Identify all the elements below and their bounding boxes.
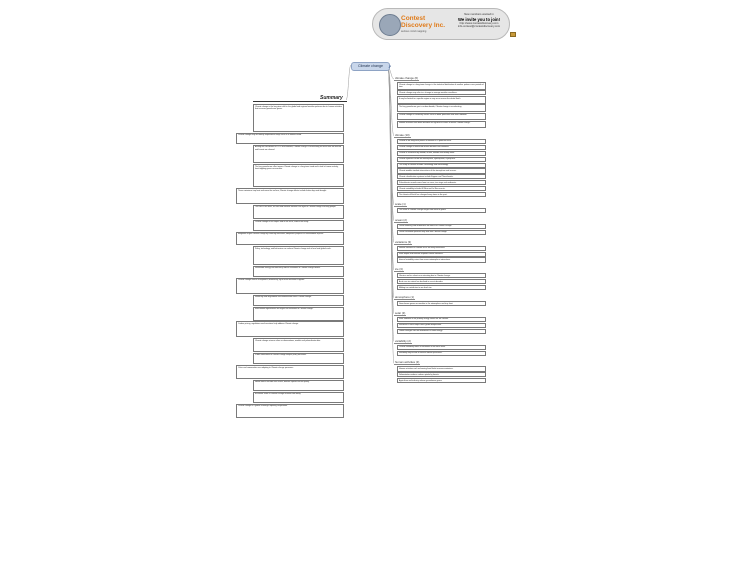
branch-note: Climate is influenced by latitude, terrain, altitude and nearby water. [397,151,486,156]
summary-note: Climate change is a global challenge requiring cooperation. [236,404,344,418]
branch-label[interactable]: variations (3) [395,239,412,244]
summary-connector [346,65,351,100]
branch-note: Climate change is a long-term change in the statistical distribution of weather patterns over periods of time. [397,82,486,90]
branch-note: Climate variability refers to variations in the mean state. [397,345,486,350]
branch-note: Climate change may refer to a change in average weather conditions. [397,90,486,95]
branch-note: Solar output and volcanic eruptions cause variations. [397,252,486,257]
link-icon[interactable]: ⇗ [388,64,392,69]
summary-note: Climate change affects ecosystems, biodiversity, agriculture and water supplies. [236,278,344,294]
summary-note: Reducing land degradation and deforestation limits Climate change. [253,295,344,306]
summary-note: Economic costs of Climate change increase with delay. [253,392,344,403]
branch-note: Ocean warming and acidification are effects of Climate change. [397,224,486,229]
branch-note: Paleoclimate records come from ice cores, tree rings and sediments. [397,180,486,185]
branch-note: Arctic sea ice extent has declined in recent decades. [397,279,486,284]
logo-info-line4: info-contest@contestdiscovery.com [457,25,501,29]
logo-tagline: serious mind mapping [401,30,427,33]
branch-note: Climate classification systems include Koppen and Thornthwaite. [397,174,486,179]
branch-label[interactable]: ocean (2) [395,217,407,222]
summary-note: Cities and communities are adapting to Climate change pressures. [236,365,344,379]
summary-note: Policy, technology, and behaviour can reduce Climate change risk at local and global scale. [253,246,344,264]
summary-note: The rise in sea level, ice melt and extreme weather are signs of Climate change reaching people. [253,205,344,219]
branch-note: Climate systems include the atmosphere, hydrosphere, cryosphere. [397,157,486,162]
branch-note: Climate models simulate interactions of the atmosphere and oceans. [397,168,486,173]
branch-note: Climate is the long-term pattern of weather in a particular area. [397,139,486,144]
logo-info-line2: We invite you to join! [457,16,501,22]
branch-note: Melting ice contributes to sea level rise. [397,285,486,290]
branch-note: The scale of Climate change ranges from local to global. [397,208,486,213]
branch-label[interactable]: variability (2) [395,338,411,343]
branch-note: Climate variability includes El Nino and La Nina events. [397,186,486,191]
branch-note: Glaciers and ice sheets are retreating due to Climate change. [397,273,486,278]
branch-note: Solar radiation is the primary energy source for the climate. [397,317,486,322]
branch-note: Climate change is caused by factors such as biotic processes and solar radiation. [397,113,486,121]
branch-note: Ocean circulation patterns may shift with Climate change. [397,230,486,235]
logo-emblem-icon [379,14,401,36]
branch-note: The study of climate includes climatology and meteorology. [397,163,486,168]
logo-info-line1: New members wanted in [464,13,494,16]
logo-info [453,13,505,29]
logo-title: Contest Discovery Inc. [401,15,446,29]
company-logo-banner[interactable] [372,8,510,40]
summary-note: Climate change may be directly expressed in ways such as a warmer world. [236,133,344,144]
branch-label[interactable]: human activities (3) [395,360,420,365]
branch-note: Variations in solar output affect global temperature. [397,323,486,328]
summary-note: Public awareness of Climate change shapes policy decisions. [253,353,344,364]
summary-note: Mitigation targets climate change by reducing emissions; adaptation prepares for unavoidable impacts. [236,232,344,246]
branch-label[interactable]: atmosphere (1) [395,295,414,299]
branch-label[interactable]: ice (3) [395,267,403,272]
export-icon[interactable] [510,32,516,37]
summary-note: Carbon pricing, regulations and incentives help address Climate change. [236,321,344,337]
branch-note: Agriculture and industry release greenhouse gases. [397,378,486,383]
branch-note: Human activities such as burning fossil fuels increase emissions. [397,366,486,371]
branch-note: Human activities have been identified as significant causes of recent Climate change. [397,121,486,129]
summary-note: Health effects include heat stress, disease spread and air quality. [253,380,344,391]
branch-label[interactable]: scale (1) [395,201,406,206]
summary-note: The key greenhouse effect means Climate change is a long-term trend and is tied to human activity, heat-trapping gases accumulate. [253,164,344,187]
branch-label[interactable]: climate (10) [395,132,410,137]
branch-note: It may be limited to a specific region or may occur across the whole Earth. [397,96,486,104]
summary-title: Summary [320,95,343,101]
branch-note: Climate change is measured across decades and centuries. [397,145,486,150]
summary-note: Among the contributors of CO2 and methane; Climate change is accelerating as fossil fuels are burned and forests are cleared. [253,145,344,163]
branch-note: Orbital changes alter the distribution of solar energy. [397,329,486,334]
summary-divider [253,101,347,102]
summary-note: Climate change is the long-term shift in the global and regional weather patterns due to human activities that increase greenhouse gases. [253,104,344,132]
summary-note: Renewable energy and efficiency reduce emissions of Climate change drivers. [253,266,344,277]
branch-label[interactable]: climate change (6) [395,76,419,80]
branch-note: Deforestation reduces carbon uptake by forests. [397,372,486,377]
branch-note: Natural variations in climate occur on many timescales. [397,246,486,251]
branch-note: Variability may be due to natural internal processes. [397,351,486,356]
central-topic[interactable]: Climate change [351,62,390,71]
summary-note: These emissions trap heat and warm the surface; Climate change effects include hotter days and drought. [236,188,344,204]
summary-note: Climate change in the tropics and in the arctic, effects are many. [253,220,344,231]
branch-label[interactable]: solar (3) [395,310,406,315]
logo-info-line3: http://www.contestdiscovery.com [459,21,499,25]
branch-note: The key greenhouse gas is carbon dioxide; Climate change is accelerating. [397,104,486,112]
branch-note: Greenhouse gases accumulate in the atmosphere and trap heat. [397,301,486,306]
summary-note: Climate change science relies on observations, models and paleoclimate data. [253,338,344,352]
branch-note: The climate of Earth has changed many times in the past. [397,192,486,197]
branch-note: Internal variability arises from ocean-atmosphere interactions. [397,257,486,262]
summary-note: International agreements set targets for emissions of Climate change. [253,307,344,321]
